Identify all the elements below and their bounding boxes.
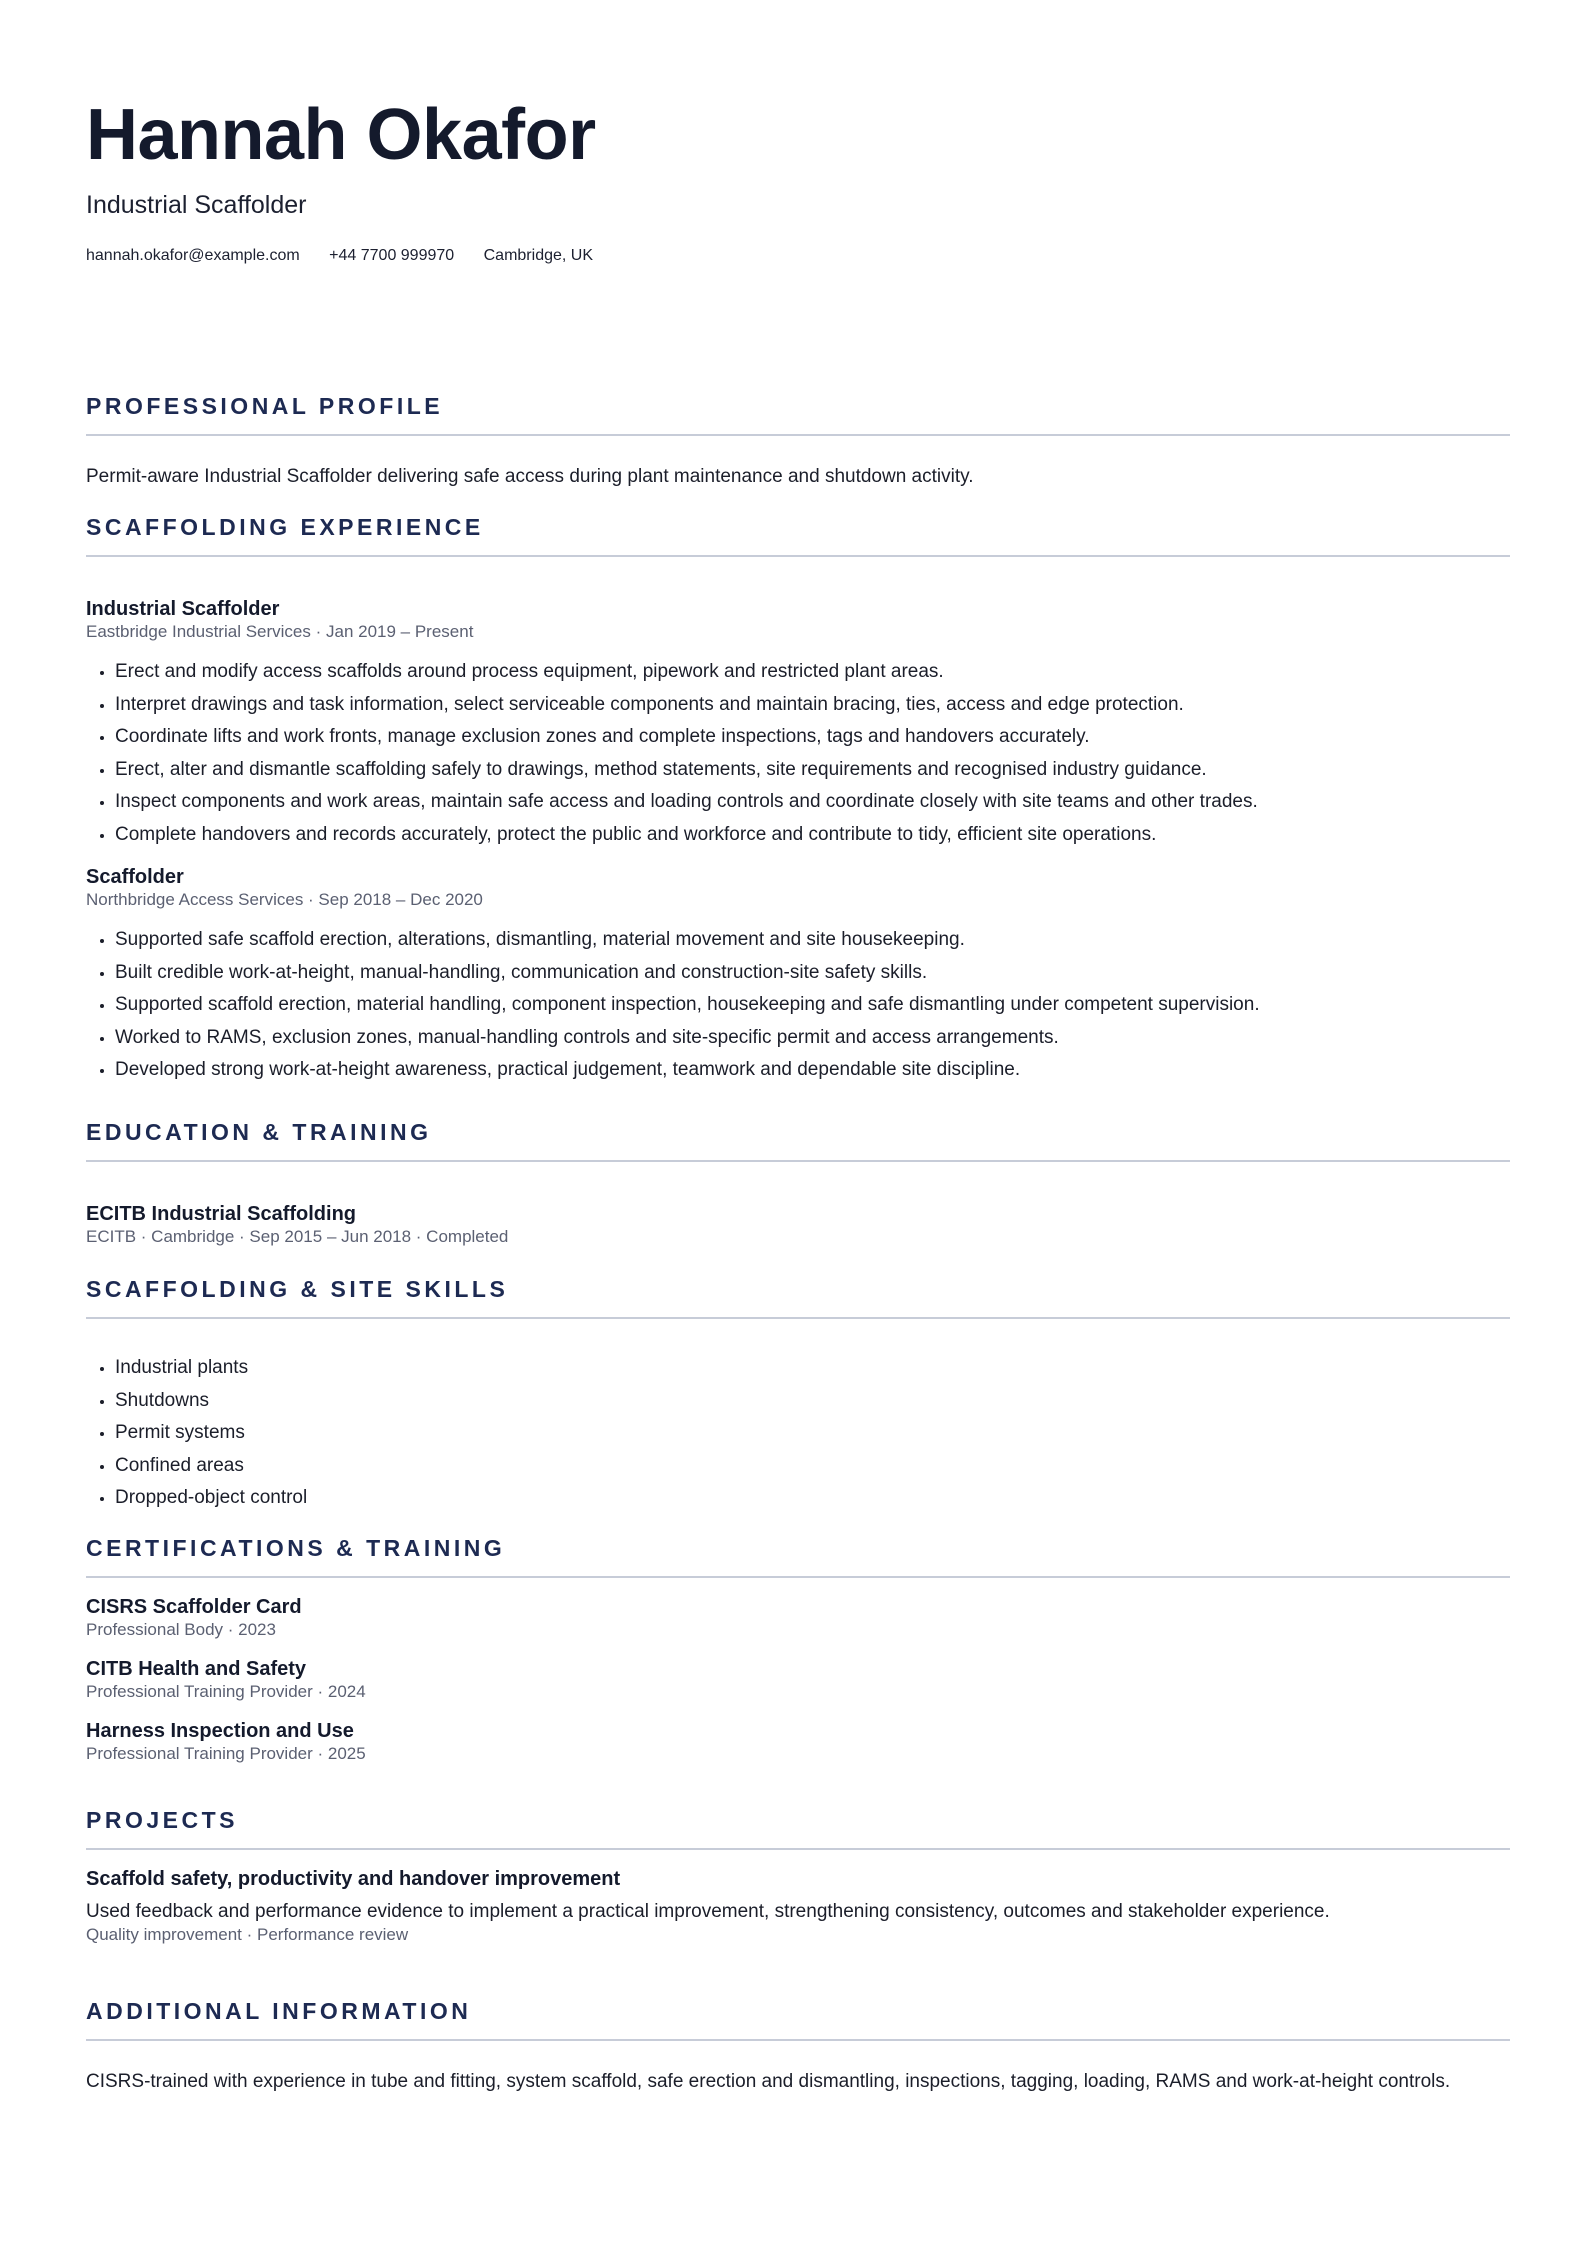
section-divider	[86, 1160, 1510, 1162]
projects-heading: PROJECTS	[86, 1807, 238, 1833]
certification-item	[86, 1657, 1510, 1703]
section-divider	[86, 1848, 1510, 1850]
job-title: Industrial Scaffolder	[86, 598, 280, 620]
certifications-section	[86, 1534, 1510, 1765]
job-bullet: • Worked to RAMS, exclusion zones, manual-handling controls and site-specific permit and access arrangements.	[115, 1022, 1510, 1055]
job-meta: Eastbridge Industrial Services · Jan 2019 – Present	[86, 622, 474, 641]
additional-section	[86, 1997, 1510, 2094]
project-meta: Quality improvement · Performance review	[86, 1925, 409, 1944]
job-bullet: • Erect and modify access scaffolds around process equipment, pipework and restricted plant areas.	[115, 656, 1510, 689]
candidate-title: Industrial Scaffolder	[86, 191, 307, 219]
education-heading: EDUCATION & TRAINING	[86, 1119, 432, 1145]
skill-item: • Confined areas	[115, 1450, 1510, 1483]
skill-item: • Permit systems	[115, 1417, 1510, 1450]
certification-title: CITB Health and Safety	[86, 1658, 307, 1680]
contact-email: hannah.okafor@example.com	[86, 247, 300, 264]
certification-item	[86, 1719, 1510, 1765]
contact-phone: +44 7700 999970	[329, 247, 455, 264]
job-meta: Northbridge Access Services · Sep 2018 – Dec 2020	[86, 890, 483, 909]
job-bullets	[86, 656, 1510, 851]
certification-meta: Professional Training Provider · 2024	[86, 1682, 366, 1701]
candidate-name: Hannah Okafor	[86, 95, 596, 175]
education-title: ECITB Industrial Scaffolding	[86, 1203, 357, 1225]
skill-item: • Industrial plants	[115, 1352, 1510, 1385]
section-divider	[86, 1576, 1510, 1578]
experience-section	[86, 513, 1510, 1087]
certification-title: CISRS Scaffolder Card	[86, 1596, 302, 1618]
profile-section	[86, 392, 1510, 489]
experience-heading: SCAFFOLDING EXPERIENCE	[86, 514, 484, 540]
job-bullet: • Inspect components and work areas, maintain safe access and loading controls and coordinate closely with site teams and other trades.	[115, 786, 1510, 819]
job-bullet: • Built credible work-at-height, manual-handling, communication and construction-site safety skills.	[115, 957, 1510, 990]
certifications-heading: CERTIFICATIONS & TRAINING	[86, 1535, 506, 1561]
education-meta: ECITB · Cambridge · Sep 2015 – Jun 2018 · Completed	[86, 1227, 509, 1246]
job-bullet: • Developed strong work-at-height awareness, practical judgement, teamwork and dependable site discipline.	[115, 1054, 1510, 1087]
certification-title: Harness Inspection and Use	[86, 1720, 354, 1742]
job-bullets	[86, 924, 1510, 1087]
certification-meta: Professional Training Provider · 2025	[86, 1744, 366, 1763]
job-bullet: • Erect, alter and dismantle scaffolding safely to drawings, method statements, site requirements and recognised industry guidance.	[115, 754, 1510, 787]
section-divider	[86, 1317, 1510, 1319]
profile-summary: Permit-aware Industrial Scaffolder delivering safe access during plant maintenance and shutdown activity.	[86, 466, 974, 487]
skills-heading: SCAFFOLDING & SITE SKILLS	[86, 1276, 509, 1302]
section-divider	[86, 2039, 1510, 2041]
skills-section	[86, 1275, 1510, 1515]
section-divider	[86, 555, 1510, 557]
job-bullet: • Complete handovers and records accurately, protect the public and workforce and contribute to tidy, efficient site operations.	[115, 819, 1510, 852]
job-title: Scaffolder	[86, 866, 184, 888]
job-entry	[86, 597, 1510, 851]
additional-text: CISRS-trained with experience in tube and fitting, system scaffold, safe erection and dismantling, inspections, tagging, loading, RAMS and work-at-height controls.	[86, 2071, 1451, 2092]
skill-item: • Dropped-object control	[115, 1482, 1510, 1515]
profile-heading: PROFESSIONAL PROFILE	[86, 393, 444, 419]
job-bullet: • Interpret drawings and task information, select serviceable components and maintain bracing, ties, access and edge protection.	[115, 689, 1510, 722]
project-title: Scaffold safety, productivity and handover improvement	[86, 1868, 621, 1890]
job-entry	[86, 865, 1510, 1087]
skills-list	[86, 1352, 1510, 1515]
section-divider	[86, 434, 1510, 436]
contact-line	[86, 246, 618, 266]
certification-meta: Professional Body · 2023	[86, 1620, 276, 1639]
project-description: Used feedback and performance evidence to implement a practical improvement, strengthening consistency, outcomes and stakeholder experience.	[86, 1901, 1330, 1922]
certification-item	[86, 1595, 1510, 1641]
contact-location: Cambridge, UK	[483, 247, 593, 264]
job-bullet: • Supported safe scaffold erection, alterations, dismantling, material movement and site housekeeping.	[115, 924, 1510, 957]
projects-section	[86, 1806, 1510, 1946]
skill-item: • Shutdowns	[115, 1385, 1510, 1418]
job-bullet: • Supported scaffold erection, material handling, component inspection, housekeeping and safe dismantling under competent supervision.	[115, 989, 1510, 1022]
job-bullet: • Coordinate lifts and work fronts, manage exclusion zones and complete inspections, tags and handovers accurately.	[115, 721, 1510, 754]
education-section	[86, 1118, 1510, 1248]
additional-heading: ADDITIONAL INFORMATION	[86, 1998, 472, 2024]
